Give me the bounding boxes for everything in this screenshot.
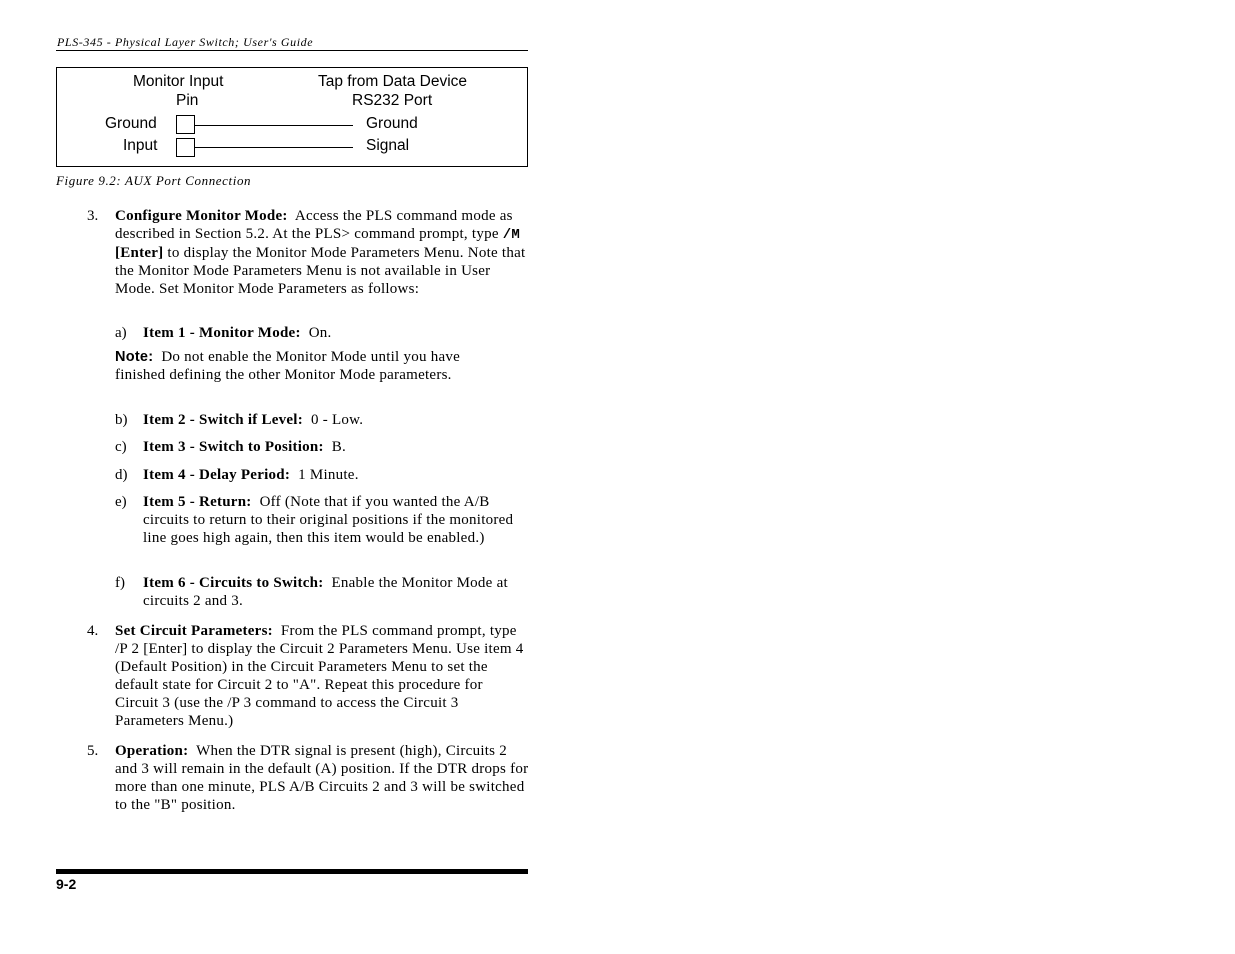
note-label: Note: — [115, 349, 154, 365]
item-e-letter: e) — [115, 494, 127, 510]
footer-rule — [56, 869, 528, 874]
step-3-number: 3. — [87, 208, 99, 224]
note — [115, 348, 465, 384]
right-label-signal: Signal — [366, 137, 410, 154]
item-b-label: Item 2 - Switch if Level: — [143, 412, 303, 428]
item-d-text: 1 Minute. — [298, 467, 359, 483]
step-4-title: Set Circuit Parameters: — [115, 623, 273, 639]
wire-input — [195, 147, 353, 148]
pin-ground — [176, 115, 195, 134]
item-e-label: Item 5 - Return: — [143, 494, 252, 510]
step-5-title: Operation: — [115, 743, 189, 759]
item-a — [143, 324, 527, 342]
left-label-ground: Ground — [105, 115, 157, 132]
right-heading-2: RS232 Port — [352, 92, 433, 109]
aux-port-diagram — [56, 67, 528, 167]
item-c-text: B. — [331, 439, 346, 455]
step-5-text — [115, 742, 529, 814]
step-5-body: When the DTR signal is present (high), Circuits 2 and 3 will remain in the default (A) position. If the DTR drops for more than one minute, PLS A/B Circuits 2 and 3 will be switched to the "B" position. — [115, 743, 529, 813]
left-heading-1: Monitor Input — [133, 73, 224, 90]
figure-caption: Figure 9.2: AUX Port Connection — [56, 173, 252, 188]
item-f-letter: f) — [115, 575, 125, 591]
wire-ground — [195, 125, 353, 126]
step-3-text — [115, 207, 529, 298]
item-f-text: Enable the Monitor Mode at circuits 2 and 3. — [143, 575, 508, 609]
left-label-input: Input — [123, 137, 158, 154]
step-3-body-1: Access the PLS command mode as described in Section 5.2. At the PLS> command prompt, type — [115, 208, 513, 242]
step-3-body-2: to display the Monitor Mode Parameters Menu. Note that the Monitor Mode Parameters Menu is not available in User Mode. Set Monitor Mode Parameters as follows: — [115, 245, 526, 297]
right-label-ground: Ground — [366, 115, 418, 132]
item-e-text: Off (Note that if you wanted the A/B circuits to return to their original positions if the monitored line goes high again, then this item would be enabled.) — [143, 494, 514, 546]
item-b-letter: b) — [115, 412, 128, 428]
step-3-title: Configure Monitor Mode: — [115, 208, 288, 224]
item-d-letter: d) — [115, 467, 128, 483]
item-a-label: Item 1 - Monitor Mode: — [143, 325, 301, 341]
step-4-text — [115, 622, 529, 730]
item-c-letter: c) — [115, 439, 127, 455]
running-header: PLS-345 - Physical Layer Switch; User's Guide — [57, 35, 314, 49]
item-b-text: 0 - Low. — [310, 412, 364, 428]
item-a-letter: a) — [115, 325, 127, 341]
step-3-code: /M — [502, 227, 521, 243]
header-rule — [56, 50, 528, 51]
item-b — [143, 411, 527, 429]
right-heading-1: Tap from Data Device — [318, 73, 468, 90]
item-c-label: Item 3 - Switch to Position: — [143, 439, 324, 455]
item-f — [143, 574, 527, 610]
item-f-label: Item 6 - Circuits to Switch: — [143, 575, 324, 591]
page-number: 9-2 — [56, 876, 77, 892]
step-4-body: From the PLS command prompt, type /P 2 [Enter] to display the Circuit 2 Parameters Menu. Use item 4 (Default Position) in the Circuit Parameters Menu to set the default state for Circuit 2 to "A". Repeat this procedure for Circuit 3 (use the /P 3 command to access the Circuit 3 Parameters Menu.) — [115, 623, 524, 729]
item-c — [143, 438, 527, 456]
item-d — [143, 466, 527, 484]
item-e — [143, 493, 527, 547]
pin-input — [176, 138, 195, 157]
step-3-key: [Enter] — [115, 245, 164, 261]
item-d-label: Item 4 - Delay Period: — [143, 467, 291, 483]
step-4-number: 4. — [87, 623, 99, 639]
step-5-number: 5. — [87, 743, 99, 759]
left-heading-2: Pin — [176, 92, 199, 109]
note-text: Do not enable the Monitor Mode until you have finished defining the other Monitor Mode parameters. — [115, 349, 461, 383]
item-a-text: On. — [308, 325, 332, 341]
